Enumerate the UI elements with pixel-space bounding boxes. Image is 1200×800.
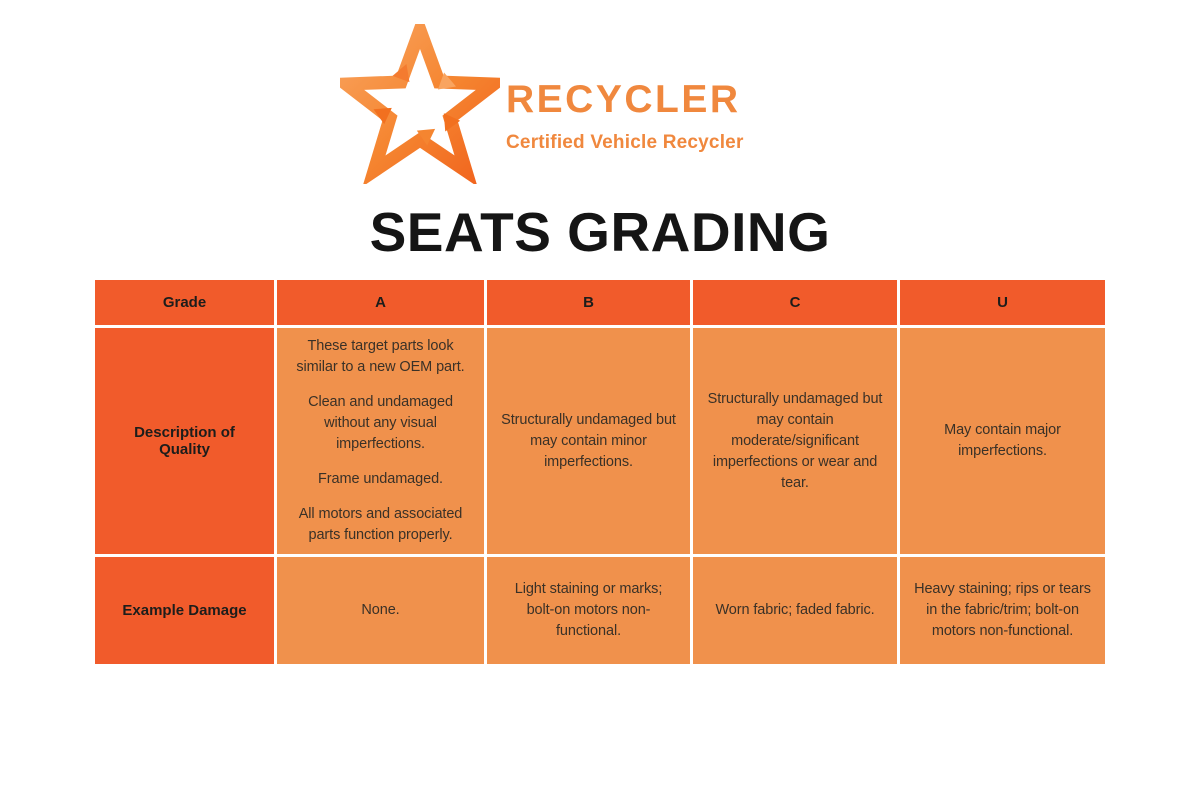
cell-paragraph: May contain major imperfections. [944,422,1061,459]
cell-paragraph: Heavy staining; rips or tears in the fabric/trim; bolt-on motors non-functional. [914,581,1091,639]
row-label-text: Description of Quality [134,424,235,458]
cell-paragraph: Structurally undamaged but may contain minor imperfections. [501,411,676,470]
brand-tagline: Certified Vehicle Recycler [506,132,744,153]
description-cell-grade-c [693,328,897,554]
recycle-star-arrows-icon [340,24,500,184]
header-cell-grade-c [693,280,897,325]
header-label: C [789,294,801,311]
cell-paragraph: Structurally undamaged but may contain moderate/significant imperfections or wear and tear. [707,390,883,491]
description-cell-grade-b [487,328,690,554]
page-title: SEATS GRADING [369,201,831,263]
header-label: U [997,294,1008,311]
header-cell-grade-u [900,280,1105,325]
header-cell-grade-a [277,280,484,325]
damage-cell-grade-a [277,557,484,664]
logo-text-block [506,80,806,154]
brand-name: RECYCLER [506,78,741,121]
description-cell-grade-u [900,328,1105,554]
cell-paragraph: Worn fabric; faded fabric. [715,602,875,618]
cell-paragraph: Light staining or marks; bolt-on motors non-functional. [514,581,663,639]
header-label: Grade [162,294,207,311]
header-cell-grade-b [487,280,690,325]
seats-grading-table [95,280,1105,664]
header-label: B [583,294,594,311]
header-cell-grade [95,280,274,325]
row-label-description-of-quality [95,328,274,554]
cell-paragraph: Clean and undamaged without any visual imperfections. [308,394,453,452]
description-cell-grade-a [277,328,484,554]
cell-paragraph: All motors and associated parts function properly. [298,506,463,543]
cell-paragraph: Frame undamaged. [318,471,443,487]
damage-cell-grade-c [693,557,897,664]
cell-paragraph: None. [361,602,400,618]
damage-cell-grade-u [900,557,1105,664]
cell-paragraph: These target parts look similar to a new OEM part. [296,338,465,375]
row-label-text: Example Damage [122,602,247,619]
damage-cell-grade-b [487,557,690,664]
row-label-example-damage [95,557,274,664]
header-label: A [375,294,386,311]
